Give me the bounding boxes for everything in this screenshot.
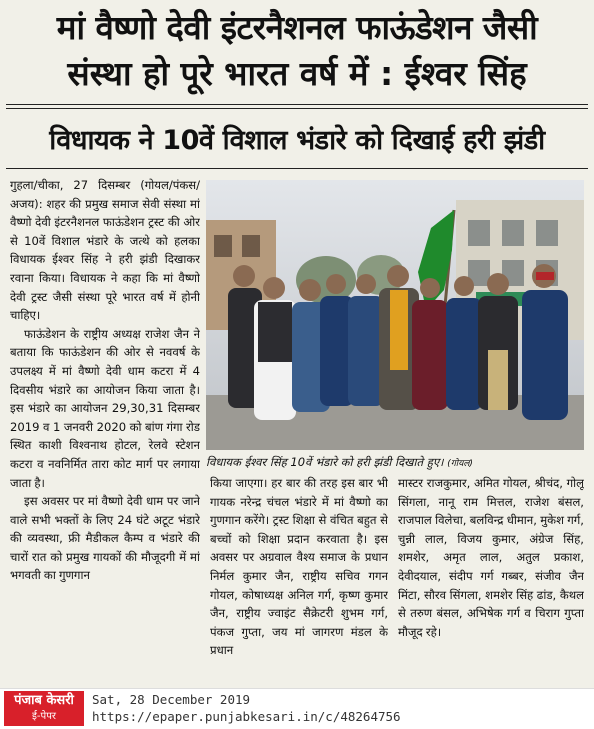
article-column-left	[10, 176, 200, 684]
epaper-footer	[0, 688, 594, 729]
article-column-middle	[210, 474, 388, 686]
article-paragraph: गुहला/चीका, 27 दिसम्बर (गोयल/पंकस/अजय): शहर की प्रमुख समाज सेवी संस्था मां वैष्णो देवी इंटरनैशनल फाऊंडेशन ट्रस्ट की ओर से 10वें विशाल भंडारे के जत्थे को हलका विधायक ईश्वर सिंह ने हरी झंडी दिखाकर रवाना किया। विधायक ने कहा कि मां वैष्णो देवी ट्रस्ट जैसी संस्था पूरे भारत वर्ष में होनी चाहिए।	[10, 178, 200, 323]
logo-title: पंजाब केसरी	[14, 693, 74, 708]
logo-subtitle: ई-पेपर	[32, 711, 56, 722]
article-paragraph: मास्टर राजकुमार, अमित गोयल, श्रीचंद, गोलू सिंगला, नानू राम मित्तल, राजेश बंसल, राजपाल विलेचा, बलविन्द्र धीमान, मुकेश गर्ग, चुन्नी लाल, विजय कुमार, अंग्रेज सिंह, शमशेर, अमृत लाल, अतुल प्रकाश, देवीदयाल, संदीप गर्ग गब्बर, संजीव जैन मिंटा, सौरव सिंगला, शमशेर सिंह ढांड, कैथल से तरुण बंसल, अभिषेक गर्ग व चिराग गुप्ता मौजूद रहे।	[398, 476, 584, 639]
divider	[6, 108, 588, 109]
epaper-link[interactable]: https://epaper.punjabkesari.in/c/48264756	[92, 709, 401, 724]
headline-line-1: मां वैष्णो देवी इंटरनैशनल फाऊंडेशन जैसी	[56, 8, 538, 47]
headline-line-2: संस्था हो पूरे भारत वर्ष में : ईश्वर सिंह	[67, 54, 527, 93]
article-paragraph: फाऊंडेशन के राष्ट्रीय अध्यक्ष राजेश जैन ने बताया कि फाऊंडेशन की ओर से नववर्ष के उपलक्ष्य में मां वैष्णो देवी धाम कटरा में 4 दिवसीय भंडारे का आयोजन किया जाता है। इस भंडारे का आयोजन 29,30,31 दिसम्बर 2019 व 1 जनवरी 2020 को बांण गंगा रोड स्थित काशी विश्वनाथ होटल, रेलवे स्टेशन कटरा व नवनिर्मित तारा कोट मार्ग पर लगाया जाता है।	[10, 326, 200, 490]
article-paragraph: इस अवसर पर मां वैष्णो देवी धाम पर जाने वाले सभी भक्तों के लिए 24 घंटे अटूट भंडारे की व्यवस्था, फ्री मैडीकल कैम्प व भंडारे की चारों रात को प्रमुख गायकों की मौजूदगी में मां भगवती का गुणगान	[10, 494, 200, 583]
punjab-kesari-logo[interactable]	[4, 691, 84, 726]
caption-text: विधायक ईश्वर सिंह 10वें भंडारे को हरी झंडी दिखाते हुए।	[206, 455, 444, 469]
photo-credit: (गोयल)	[447, 459, 473, 469]
article-paragraph: किया जाएगा। हर बार की तरह इस बार भी गायक नरेन्द्र चंचल भंडारे में मां वैष्णो का गुणगान करेंगे। ट्रस्ट शिक्षा से वंचित बहुत से बच्चों को शिक्षा प्रदान करवाता है। इस अवसर पर अग्रवाल वैश्य समाज के प्रधान निर्मल कुमार जैन, राष्ट्रीय सचिव गगन गोयल, कोषाध्यक्ष अनिल गर्ग, कृष्ण कुमार जैन, राष्ट्रीय ज्वाइंट सैक्रेटरी शुभम गर्ग, पंकज गुप्ता, जय मां जागरण मंडल के प्रधान	[210, 476, 388, 658]
divider	[6, 104, 588, 105]
divider	[6, 168, 588, 169]
photo-caption	[206, 454, 584, 472]
news-photo	[206, 180, 584, 450]
subheadline: विधायक ने 10वें विशाल भंडारे को दिखाई हरी झंडी	[49, 125, 545, 156]
edition-date: Sat, 28 December 2019	[92, 692, 251, 707]
article-column-right	[398, 474, 584, 686]
photo-illustration	[206, 180, 584, 450]
